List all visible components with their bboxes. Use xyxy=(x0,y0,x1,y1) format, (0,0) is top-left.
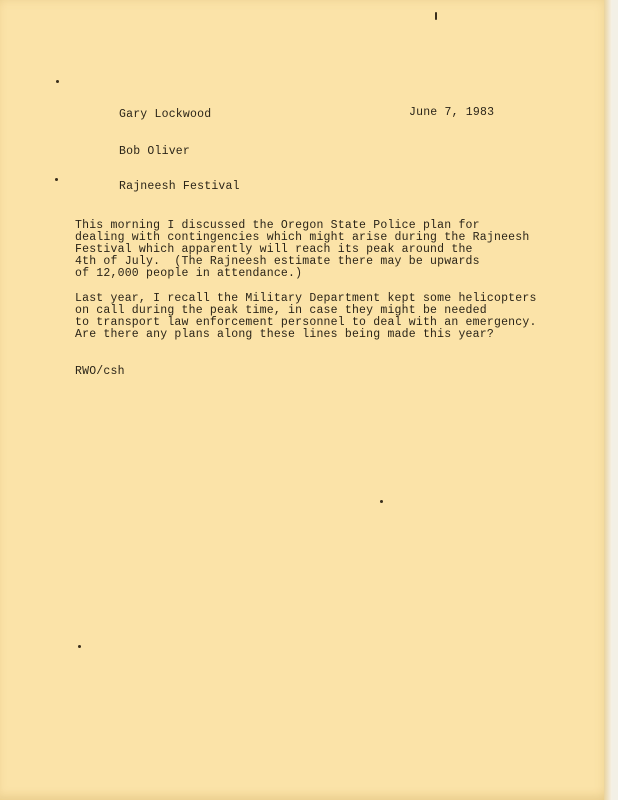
paragraph2-line: to transport law enforcement personnel to deal with an emergency. xyxy=(75,316,537,329)
memo-subject: Rajneesh Festival xyxy=(119,180,240,193)
page-edge xyxy=(604,0,612,800)
paragraph1-line: This morning I discussed the Oregon State Police plan for xyxy=(75,219,480,232)
memo-initials: RWO/csh xyxy=(75,365,125,378)
paragraph1-line: dealing with contingencies which might arise during the Rajneesh xyxy=(75,231,530,244)
paragraph2-line: Are there any plans along these lines being made this year? xyxy=(75,328,494,341)
paper-speck xyxy=(380,500,383,503)
paper-speck xyxy=(56,80,59,83)
paragraph2-line: on call during the peak time, in case they might be needed xyxy=(75,304,487,317)
paper-speck xyxy=(78,645,81,648)
paragraph1-line: Festival which apparently will reach its peak around the xyxy=(75,243,473,256)
memo-date: June 7, 1983 xyxy=(409,106,495,119)
memo-from: Bob Oliver xyxy=(119,145,191,158)
paragraph2-line: Last year, I recall the Military Department kept some helicopters xyxy=(75,292,537,305)
paper-speck xyxy=(435,12,437,20)
paragraph1-line: of 12,000 people in attendance.) xyxy=(75,267,303,280)
paper-speck xyxy=(55,178,58,181)
memo-to: Gary Lockwood xyxy=(119,108,212,121)
paragraph1-line: 4th of July. (The Rajneesh estimate there may be upwards xyxy=(75,255,480,268)
